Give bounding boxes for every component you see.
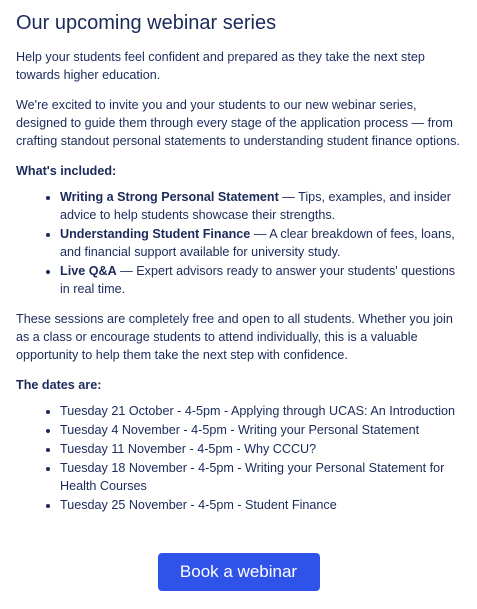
dates-heading: The dates are: xyxy=(16,378,102,392)
invite-paragraph: We're excited to invite you and your students to our new webinar series, designed to guide them through every stage of the application process — from crafting standout personal statements to understanding student finance options. xyxy=(16,98,460,148)
list-item xyxy=(60,225,463,261)
intro-paragraph: Help your students feel confident and prepared as they take the next step towards higher education. xyxy=(16,50,425,82)
list-item xyxy=(60,188,463,224)
feature-description: — A clear breakdown of fees, loans, and financial support available for university study. xyxy=(60,227,455,259)
date-item: • Tuesday 21 October - 4-5pm - Applying through UCAS: An Introduction xyxy=(60,402,463,420)
list-item xyxy=(60,262,463,298)
included-heading: What's included: xyxy=(16,164,117,178)
date-item: • Tuesday 11 November - 4-5pm - Why CCCU? xyxy=(60,440,463,458)
date-item: • Tuesday 25 November - 4-5pm - Student Finance xyxy=(60,496,463,514)
cta-container xyxy=(0,553,477,591)
feature-name: Writing a Strong Personal Statement xyxy=(60,190,279,204)
feature-description: — Tips, examples, and insider advice to help students showcase their strengths. xyxy=(60,190,451,222)
date-item: • Tuesday 4 November - 4-5pm - Writing your Personal Statement xyxy=(60,421,463,439)
date-item: • Tuesday 18 November - 4-5pm - Writing your Personal Statement for Health Courses xyxy=(60,459,463,495)
feature-description: — Expert advisors ready to answer your students' questions in real time. xyxy=(60,264,456,296)
dates-list xyxy=(16,402,463,514)
included-list xyxy=(16,188,463,298)
feature-name: Understanding Student Finance xyxy=(60,227,251,241)
feature-name: Live Q&A xyxy=(60,264,117,278)
sessions-paragraph: These sessions are completely free and open to all students. Whether you join as a class or encourage students to attend individually, this is a valuable opportunity to help them take the next step with confidence. xyxy=(16,312,453,362)
book-webinar-button[interactable]: Book a webinar xyxy=(158,553,320,591)
page-title: Our upcoming webinar series xyxy=(16,12,277,34)
